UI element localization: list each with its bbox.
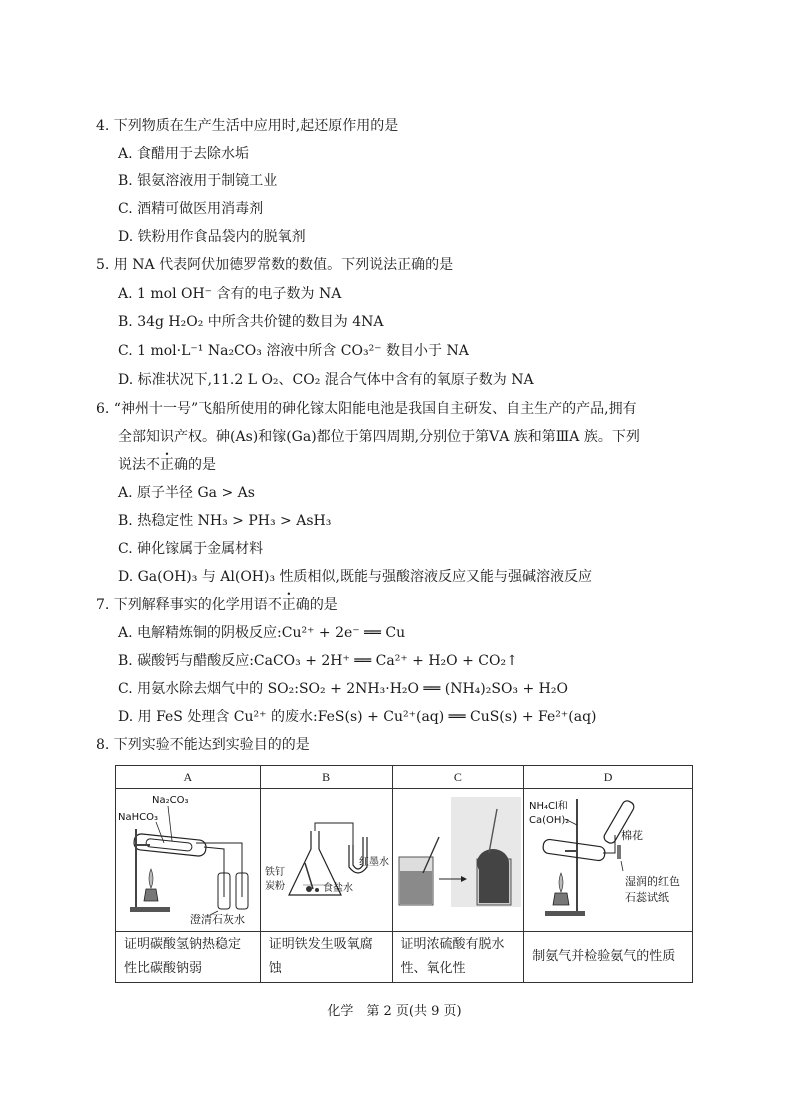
apparatus-c-cell — [392, 789, 524, 932]
q7-stem — [96, 596, 696, 614]
q6-emphasis-not-correct: 不正确 — [146, 457, 188, 473]
q4-option-d: D. 铁粉用作食品袋内的脱氧剂 — [118, 229, 306, 245]
apparatus-d-diagram — [525, 789, 692, 927]
label-red-water: 红墨水 — [359, 857, 390, 868]
q4-stem: 4. 下列物质在生产生活中应用时,起还原作用的是 — [96, 118, 399, 134]
q5-option-b: B. 34g H₂O₂ 中所含共价键的数目为 4NA — [118, 314, 384, 330]
label-na2co3: Na₂CO₃ — [152, 795, 189, 806]
col-header-a: A — [116, 766, 261, 789]
q6-line-1: 6. “神州十一号”飞船所使用的砷化镓太阳能电池是我国自主研发、自主生产的产品,拥有 — [96, 401, 637, 417]
label-reagents-line-2: Ca(OH)₂ — [528, 815, 569, 826]
q4-option-a: A. 食醋用于去除水垢 — [118, 146, 250, 162]
apparatus-a-diagram — [116, 789, 259, 927]
q5-option-c: C. 1 mol·L⁻¹ Na₂CO₃ 溶液中所含 CO₃²⁻ 数目小于 NA — [118, 343, 469, 359]
q7-option-a: A. 电解精炼铜的阴极反应:Cu²⁺ + 2e⁻ ══ Cu — [118, 625, 406, 641]
apparatus-d-cell — [524, 789, 693, 932]
desc-a: 证明碳酸氢钠热稳定性比碳酸钠弱 — [116, 932, 261, 983]
col-header-d: D — [524, 766, 693, 789]
q7-option-c: C. 用氨水除去烟气中的 SO₂:SO₂ + 2NH₃·H₂O ══ (NH₄)₂SO₃ + H₂O — [118, 681, 568, 697]
q8-experiment-table — [115, 765, 693, 983]
apparatus-b-cell — [260, 789, 392, 932]
apparatus-b-diagram — [261, 789, 391, 927]
apparatus-c-diagram — [393, 789, 523, 927]
apparatus-a-cell — [116, 789, 261, 932]
q7-stem-prefix: 7. 下列解释事实的化学用语 — [96, 597, 268, 613]
q7-stem-suffix: 的是 — [309, 597, 338, 613]
q5-option-a: A. 1 mol OH⁻ 含有的电子数为 NA — [118, 286, 342, 302]
q6-line-3-prefix: 说法 — [118, 457, 146, 473]
page-footer: 化学 第 2 页(共 9 页) — [327, 1004, 462, 1019]
desc-d: 制氨气并检验氨气的性质 — [524, 932, 693, 983]
label-limewater: 澄清石灰水 — [190, 913, 246, 926]
label-litmus-line-1: 湿润的红色 — [624, 875, 680, 888]
q6-option-d: D. Ga(OH)₃ 与 Al(OH)₃ 性质相似,既能与强酸溶液反应又能与强碱溶液反应 — [118, 569, 592, 585]
q5-option-d: D. 标准状况下,11.2 L O₂、CO₂ 混合气体中含有的氧原子数为 NA — [118, 372, 534, 388]
q7-option-b: B. 碳酸钙与醋酸反应:CaCO₃ + 2H⁺ ══ Ca²⁺ + H₂O + CO₂↑ — [118, 653, 518, 669]
label-litmus-line-2: 石蕊试纸 — [624, 891, 669, 904]
q8-stem: 8. 下列实验不能达到实验目的的是 — [96, 737, 310, 753]
desc-b: 证明铁发生吸氧腐蚀 — [260, 932, 392, 983]
label-nahco3: NaHCO₃ — [118, 812, 159, 823]
q4-option-c: C. 酒精可做医用消毒剂 — [118, 201, 264, 217]
col-header-c: C — [392, 766, 524, 789]
q6-line-3 — [118, 456, 698, 474]
label-carbon: 炭粉 — [265, 881, 286, 892]
label-reagents-line-1: NH₄Cl和 — [528, 801, 568, 812]
q6-option-c: C. 砷化镓属于金属材料 — [118, 541, 264, 557]
label-salt-water: 食盐水 — [323, 883, 354, 894]
q7-emphasis-not-correct: 不正确 — [267, 597, 310, 613]
q6-line-3-suffix: 的是 — [188, 457, 216, 473]
desc-c: 证明浓硫酸有脱水性、氧化性 — [392, 932, 524, 983]
q6-option-b: B. 热稳定性 NH₃ > PH₃ > AsH₃ — [118, 513, 332, 529]
q6-line-2: 全部知识产权。砷(As)和镓(Ga)都位于第四周期,分别位于第ⅤA 族和第ⅢA 族。下列 — [118, 429, 640, 445]
q7-option-d: D. 用 FeS 处理含 Cu²⁺ 的废水:FeS(s) + Cu²⁺(aq) ══ CuS(s) + Fe²⁺(aq) — [118, 709, 597, 725]
q5-stem: 5. 用 NA 代表阿伏加德罗常数的数值。下列说法正确的是 — [96, 257, 454, 273]
label-cotton: 棉花 — [620, 829, 643, 842]
col-header-b: B — [260, 766, 392, 789]
q6-option-a: A. 原子半径 Ga > As — [118, 485, 255, 501]
q4-option-b: B. 银氨溶液用于制镜工业 — [118, 173, 278, 189]
label-nail: 铁钉 — [265, 867, 286, 878]
